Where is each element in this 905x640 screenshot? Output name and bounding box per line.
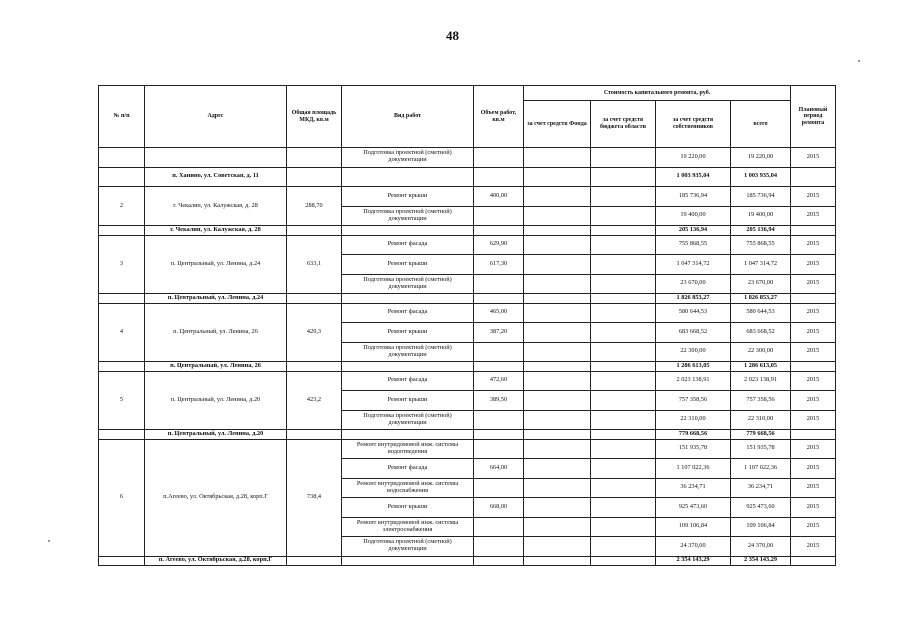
cell-address: п. Центральный, ул. Ленина, 26 [145,303,287,362]
cell-owners: 757 358,56 [656,391,731,411]
cell-regional [591,478,656,498]
cell-volume: 400,00 [474,187,524,207]
cell-num: 6 [99,439,145,556]
cell-total: 24 370,00 [731,537,791,557]
cell-fund [524,439,591,459]
cell-total: 36 234,71 [731,478,791,498]
cell-fund [524,517,591,537]
cell-volume: 465,00 [474,303,524,323]
cell-regional [591,459,656,479]
cell-volume [474,226,524,236]
cell-owners: 23 670,00 [656,274,731,294]
cell-address [145,148,287,168]
cell-area: 423,2 [287,371,342,430]
cell-total: 19 220,00 [731,148,791,168]
cell-num [99,362,145,372]
cell-address: г. Чекалин, ул. Калужская, д. 28 [145,187,287,226]
cell-work: Ремонт фасада [342,303,474,323]
cell-period: 2015 [791,371,836,391]
cell-owners: 1 286 613,05 [656,362,731,372]
header-num: № п/п [99,86,145,148]
scan-speck [858,60,860,62]
cell-work: Подготовка проектной (сметной) документации [342,274,474,294]
cell-period: 2015 [791,148,836,168]
cell-period: 2015 [791,498,836,518]
cell-owners: 2 354 143,29 [656,556,731,566]
cell-fund [524,556,591,566]
cell-fund [524,235,591,255]
cell-volume [474,517,524,537]
header-area: Общая площадь МКД, кв.м [287,86,342,148]
table-row [99,187,836,207]
cell-work: Ремонт фасада [342,371,474,391]
cell-fund [524,410,591,430]
cell-work: Ремонт фасада [342,235,474,255]
cell-subtotal-address: п. Центральный, ул. Ленина, д.20 [145,430,287,440]
cell-address: п. Центральный, ул. Ленина, д.24 [145,235,287,294]
cell-fund [524,478,591,498]
cell-area: 738,4 [287,439,342,556]
cell-num: 4 [99,303,145,362]
cell-owners: 22 310,00 [656,410,731,430]
cell-period: 2015 [791,459,836,479]
cell-period: 2015 [791,342,836,362]
cell-volume [474,439,524,459]
cell-period [791,430,836,440]
cell-subtotal-address: п. Центральный, ул. Ленина, 26 [145,362,287,372]
cell-period: 2015 [791,323,836,343]
cell-owners: 925 473,60 [656,498,731,518]
page-number: 48 [446,28,459,43]
cell-work: Ремонт внутридомовой инж. системы водоснабжения [342,478,474,498]
cell-period: 2015 [791,206,836,226]
cell-subtotal-address: п. Центральный, ул. Ленина, д.24 [145,294,287,304]
cell-num [99,226,145,236]
cell-period: 2015 [791,391,836,411]
cell-owners: 205 136,94 [656,226,731,236]
cell-fund [524,167,591,187]
cell-volume [474,362,524,372]
cell-period: 2015 [791,255,836,275]
cell-work: Подготовка проектной (сметной) документации [342,342,474,362]
cell-owners: 1 107 022,36 [656,459,731,479]
cell-regional [591,303,656,323]
subtotal-row [99,226,836,236]
cell-area [287,362,342,372]
cell-total: 580 644,53 [731,303,791,323]
cell-total: 205 136,94 [731,226,791,236]
cell-owners: 36 234,71 [656,478,731,498]
cell-work: Подготовка проектной (сметной) документации [342,410,474,430]
cell-regional [591,274,656,294]
cell-period: 2015 [791,478,836,498]
cell-address: п.Агеево, ул. Октябрьская, д.28, корп.Г [145,439,287,556]
cell-period [791,226,836,236]
cell-volume [474,167,524,187]
cell-total: 2 023 138,91 [731,371,791,391]
capital-repair-table [98,85,836,566]
cell-total: 19 400,00 [731,206,791,226]
cell-regional [591,148,656,168]
cell-volume [474,410,524,430]
table-row [99,303,836,323]
cell-volume [474,478,524,498]
cell-owners: 109 106,84 [656,517,731,537]
cell-regional [591,226,656,236]
cell-fund [524,187,591,207]
cell-total: 1 047 314,72 [731,255,791,275]
cell-fund [524,294,591,304]
cell-volume: 472,60 [474,371,524,391]
cell-volume [474,148,524,168]
cell-volume: 389,50 [474,391,524,411]
cell-area [287,148,342,168]
cell-volume [474,430,524,440]
cell-area [287,556,342,566]
table-row [99,439,836,459]
cell-work: Подготовка проектной (сметной) документации [342,206,474,226]
table-row [99,371,836,391]
cell-owners: 19 400,00 [656,206,731,226]
cell-owners: 580 644,53 [656,303,731,323]
cell-num [99,430,145,440]
cell-area: 420,3 [287,303,342,362]
cell-address: п. Центральный, ул. Ленина, д.20 [145,371,287,430]
cell-regional [591,556,656,566]
header-fund: за счет средств Фонда [524,101,591,148]
cell-period: 2015 [791,274,836,294]
cell-volume [474,274,524,294]
cell-volume [474,294,524,304]
cell-period [791,362,836,372]
cell-area: 288,70 [287,187,342,226]
cell-work: Подготовка проектной (сметной) документации [342,148,474,168]
cell-num [99,556,145,566]
cell-work: Ремонт крыши [342,498,474,518]
cell-volume: 629,90 [474,235,524,255]
cell-num: 2 [99,187,145,226]
cell-volume: 387,20 [474,323,524,343]
cell-fund [524,391,591,411]
cell-work: Ремонт крыши [342,323,474,343]
cell-regional [591,517,656,537]
cell-regional [591,498,656,518]
cell-fund [524,274,591,294]
cell-owners: 1 826 853,27 [656,294,731,304]
header-total: всего [731,101,791,148]
cell-owners: 2 023 138,91 [656,371,731,391]
cell-num [99,148,145,168]
cell-total: 757 358,56 [731,391,791,411]
cell-work [342,226,474,236]
cell-owners: 1 003 935,04 [656,167,731,187]
cell-work: Ремонт внутридомовой инж. системы водоотведения [342,439,474,459]
subtotal-row [99,294,836,304]
cell-num [99,167,145,187]
cell-regional [591,187,656,207]
cell-work [342,556,474,566]
cell-work [342,362,474,372]
subtotal-row [99,362,836,372]
cell-area [287,294,342,304]
cell-owners: 755 868,55 [656,235,731,255]
cell-subtotal-address: п. Агеево, ул. Октябрьская, д.28, корп.Г [145,556,287,566]
cell-period [791,294,836,304]
cell-work: Подготовка проектной (сметной) документации [342,537,474,557]
cell-regional [591,342,656,362]
cell-work [342,294,474,304]
cell-subtotal-address: г. Чекалин, ул. Калужская, д. 28 [145,226,287,236]
cell-total: 1 003 935,04 [731,167,791,187]
cell-num: 3 [99,235,145,294]
cell-fund [524,226,591,236]
cell-period: 2015 [791,235,836,255]
cell-regional [591,362,656,372]
cell-fund [524,362,591,372]
cell-total: 185 736,94 [731,187,791,207]
cell-regional [591,391,656,411]
cell-work: Ремонт крыши [342,187,474,207]
cell-area [287,430,342,440]
cell-period: 2015 [791,303,836,323]
header-period: Плановый период ремонта [791,86,836,148]
cell-work: Ремонт крыши [342,255,474,275]
cell-regional [591,537,656,557]
cell-regional [591,294,656,304]
cell-owners: 19 220,00 [656,148,731,168]
table-row [99,235,836,255]
cell-regional [591,255,656,275]
cell-period: 2015 [791,517,836,537]
cell-total: 755 868,55 [731,235,791,255]
cell-volume: 664,00 [474,459,524,479]
cell-regional [591,371,656,391]
cell-subtotal-address: п. Ханино, ул. Советская, д. 11 [145,167,287,187]
cell-total: 2 354 143,29 [731,556,791,566]
cell-owners: 779 668,56 [656,430,731,440]
cell-work: Ремонт внутридомовой инж. системы электроснабжения [342,517,474,537]
cell-num: 5 [99,371,145,430]
cell-owners: 683 668,52 [656,323,731,343]
cell-fund [524,255,591,275]
cell-fund [524,206,591,226]
cell-period [791,167,836,187]
cell-total: 109 106,84 [731,517,791,537]
cell-total: 925 473,60 [731,498,791,518]
subtotal-row [99,556,836,566]
cell-fund [524,303,591,323]
cell-period: 2015 [791,439,836,459]
cell-owners: 22 300,00 [656,342,731,362]
cell-period [791,556,836,566]
cell-regional [591,206,656,226]
cell-work [342,430,474,440]
header-work-type: Вид работ [342,86,474,148]
cell-regional [591,323,656,343]
cell-total: 23 670,00 [731,274,791,294]
table-row [99,148,836,168]
cell-regional [591,167,656,187]
cell-fund [524,371,591,391]
cell-regional [591,430,656,440]
subtotal-row [99,430,836,440]
header-regional: за счет средств бюджета области [591,101,656,148]
cell-regional [591,410,656,430]
cell-total: 1 826 853,27 [731,294,791,304]
cell-fund [524,498,591,518]
cell-owners: 1 047 314,72 [656,255,731,275]
cell-area [287,226,342,236]
header-owners: за счет средств собственников [656,101,731,148]
cell-regional [591,439,656,459]
scan-speck [48,540,50,542]
cell-volume: 668,00 [474,498,524,518]
cell-total: 22 310,00 [731,410,791,430]
header-cost-group: Стоимость капитального ремонта, руб. [524,86,791,101]
subtotal-row [99,167,836,187]
cell-work: Ремонт фасада [342,459,474,479]
cell-fund [524,430,591,440]
cell-fund [524,323,591,343]
header-address: Адрес [145,86,287,148]
cell-total: 1 286 613,05 [731,362,791,372]
cell-work [342,167,474,187]
cell-volume [474,206,524,226]
cell-volume [474,556,524,566]
cell-period: 2015 [791,410,836,430]
cell-total: 1 107 022,36 [731,459,791,479]
cell-period: 2015 [791,537,836,557]
cell-volume: 617,30 [474,255,524,275]
header-volume: Объем работ, кв.м [474,86,524,148]
cell-area [287,167,342,187]
cell-regional [591,235,656,255]
cell-fund [524,342,591,362]
cell-owners: 185 736,94 [656,187,731,207]
cell-owners: 24 370,00 [656,537,731,557]
cell-total: 683 668,52 [731,323,791,343]
cell-volume [474,537,524,557]
cell-owners: 151 935,78 [656,439,731,459]
cell-fund [524,537,591,557]
cell-total: 151 935,78 [731,439,791,459]
cell-num [99,294,145,304]
cell-volume [474,342,524,362]
cell-fund [524,459,591,479]
cell-total: 779 668,56 [731,430,791,440]
cell-fund [524,148,591,168]
cell-area: 633,1 [287,235,342,294]
cell-work: Ремонт крыши [342,391,474,411]
cell-total: 22 300,00 [731,342,791,362]
cell-period: 2015 [791,187,836,207]
